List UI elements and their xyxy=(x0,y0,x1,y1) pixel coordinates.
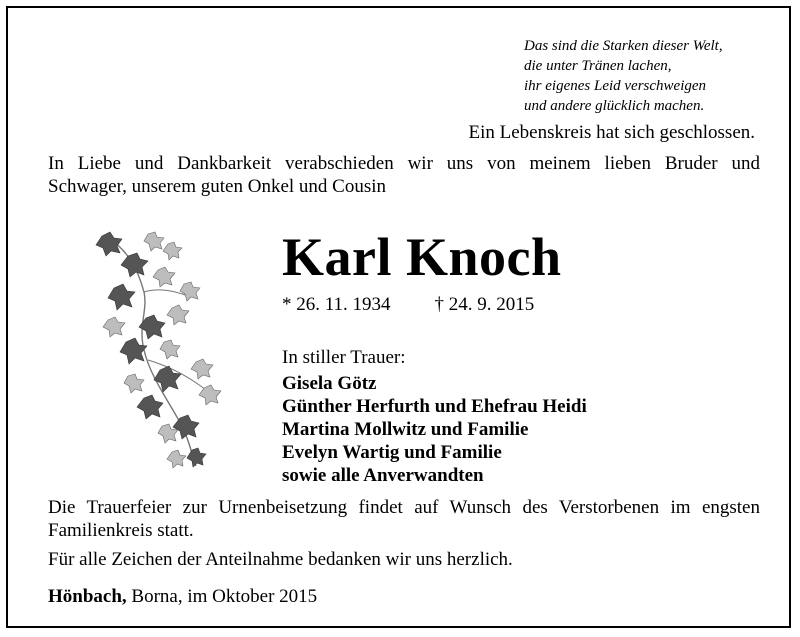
life-dates xyxy=(282,294,534,316)
thanks-text: Für alle Zeichen der Anteilnahme bedanken wir uns herzlich. xyxy=(48,549,513,570)
mourner-name: Martina Mollwitz und Familie xyxy=(282,419,529,440)
poem xyxy=(524,36,784,116)
ivy-leaves-icon xyxy=(88,230,238,470)
ceremony-text xyxy=(48,496,760,542)
mourner-name: sowie alle Anverwandten xyxy=(282,465,484,486)
mourner-name: Evelyn Wartig und Familie xyxy=(282,442,502,463)
obituary-card xyxy=(6,6,791,628)
place-date xyxy=(48,586,317,608)
poem-line: die unter Tränen lachen, xyxy=(524,58,672,74)
mourners-list xyxy=(282,372,587,487)
poem-line: Das sind die Starken dieser Welt, xyxy=(524,38,723,54)
ceremony-line: Die Trauerfeier zur Urnenbeisetzung findet auf Wunsch des Verstorbenen im engsten xyxy=(48,497,760,518)
death-date: † 24. 9. 2015 xyxy=(434,294,535,315)
intro-text xyxy=(48,152,760,198)
birth-date: * 26. 11. 1934 xyxy=(282,294,391,315)
poem-line: und andere glücklich machen. xyxy=(524,98,705,114)
mourning-label: In stiller Trauer: xyxy=(282,347,406,368)
deceased-name: Karl Knoch xyxy=(282,227,562,287)
poem-line: ihr eigenes Leid verschweigen xyxy=(524,78,707,94)
intro-line: Schwager, unserem guten Onkel und Cousin xyxy=(48,176,387,197)
place-rest: Borna, im Oktober 2015 xyxy=(126,586,318,607)
mourner-name: Günther Herfurth und Ehefrau Heidi xyxy=(282,396,587,417)
mourner-name: Gisela Götz xyxy=(282,373,377,394)
ceremony-line: Familienkreis statt. xyxy=(48,520,194,541)
intro-line: In Liebe und Dankbarkeit verabschieden wir uns von meinem lieben Bruder und xyxy=(48,153,760,174)
closing-line: Ein Lebenskreis hat sich geschlossen. xyxy=(468,122,755,143)
place-town: Hönbach, xyxy=(48,586,127,607)
